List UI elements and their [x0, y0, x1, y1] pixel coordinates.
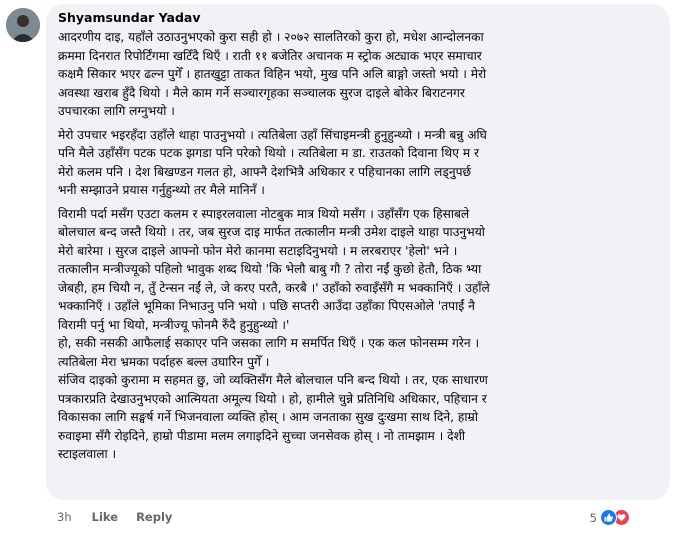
comment-text-line: हो, सकी नसकी आफैलाई सकाएर पनि जसका लागि म समर्पित थिएँ । एक कल फोनसम्म गरेन । [58, 336, 480, 350]
comment-text-line: विरामी पर्दा मसँग एउटा कलम र स्पाइरलवाला नोटबुक मात्र थियो मसँग । उहाँसँग एक हिसाबले [58, 206, 470, 221]
author-avatar[interactable] [6, 8, 40, 42]
like-button[interactable]: Like [91, 510, 119, 524]
comment-text-line: मेरो उपचार भइरहँदा उहाँले थाहा पाउनुभयो । त्यतिबेला उहाँ सिंचाइमन्त्री हुनुहुन्थ्यो । मन्त्री बन्नु अघि [58, 127, 487, 142]
comment-text-line: बोलचाल बन्द जस्तै थियो । तर, जब सुरज दाइ मार्फत तत्कालीन मन्त्री उमेश दाइले थाहा पाउनुभयो [58, 225, 485, 239]
comment-paragraph [58, 205, 658, 464]
comment-text-line: उपचारका लागि लग्नुभयो । [58, 104, 175, 118]
like-icon [600, 509, 617, 526]
comment-text-line: आदरणीय दाइ, यहाँले उठाउनुभएको कुरा सही हो । २०७२ सालतिरको कुरा हो, मधेश आन्दोलनका [58, 30, 484, 44]
comment-text-line: संजिव दाइको कुरामा म सहमत छु, जो व्यक्तिसँग मैले बोलचाल पनि बन्द थियो । तर, एक साधारण [58, 373, 488, 387]
comment-text-line: मेरो कलम पनि । देश बिखण्डन गलत हो, आफ्नै देशभित्रै अधिकार र पहिचानका लागि लड्नुपर्छ [58, 164, 472, 179]
comment-text [58, 28, 658, 464]
comment-author-name[interactable]: Shyamsundar Yadav [58, 10, 201, 25]
comment-text-line: पनि मैले उहाँसँग पटक पटक झगडा पनि परेको थियो । त्यतिबेला म डा. राउतको दिवाना थिए म र [58, 146, 479, 160]
comment-text-line: जेबही, हम चियौ न, तुँ टेन्सन नईं ले, जे करए परतै, करबै ।' उहाँको रुवाइँसँगै म भक्कानिएँ । उहाँले [58, 280, 490, 295]
comment-text-line: तत्कालीन मन्त्रीज्यूको पहिलो भावुक शब्द थियो 'कि भेलौ बाबु गौ ? तोरा नईं कुछो हेतौ, ठिक भ्या [58, 262, 482, 276]
comment-text-line: कक्षमै सिकार भएर ढल्न पुगेँ । हातखुट्टा ताकत विहिन भयो, मुख पनि अलि बाङ्गो जस्तो भयो । मेरो [58, 67, 487, 81]
comment-timestamp[interactable]: 3h [57, 510, 72, 524]
comment-text-line: रुवाइमा सँगै रोइदिने, हाम्रो पीडामा मलम लगाइदिने सुच्चा जनसेवक होस् । नो तामझाम । देशी [58, 428, 466, 443]
reply-button[interactable]: Reply [136, 510, 173, 524]
comment-text-line: विकासका लागि सङ्घर्ष गर्ने भिजनवाला व्यक्ति होस् । आम जनताका सुख दुःखमा साथ दिने, हाम्रो [58, 410, 478, 424]
reaction-summary[interactable] [590, 509, 630, 526]
comment-bubble [46, 4, 670, 500]
reaction-count: 5 [589, 510, 597, 525]
comment-text-line: अवस्था खराब हुँदै थियो । मैले काम गर्ने सञ्चारगृहका सञ्चालक सुरज दाइले बोकेर बिराटनगर [58, 85, 465, 100]
comment-text-line: विरामी पर्नु भा थियो, मन्त्रीज्यू फोनमै रुँदै हुनुहुन्थ्यो ।' [58, 317, 290, 332]
comment-text-line: पत्रकारप्रति देखाउनुभएको आत्मियता अमूल्य थियो । हो, हामीले चुन्ने प्रतिनिधि अधिकार, पहिचान र [58, 391, 487, 406]
comment-text-line: भक्कानिएँ । उहाँले भूमिका निभाउनु पनि भयो । पछि सप्तरी आउँदा उहाँका पिएसओले 'तपाईं नै [58, 299, 475, 313]
comment-text-line: स्टाइलवाला । [58, 447, 117, 461]
comment-text-line: त्यतिबेला मेरा भ्रमका पर्दाहरु बल्ल उघारिन पुगेँ । [58, 354, 270, 369]
comment-text-line: मेरो बारेमा । सुरज दाइले आफ्नो फोन मेरो कानमा सटाइदिनुभयो । म लरबराएर 'हेलो' भने । [58, 243, 458, 258]
comment-text-line: क्रममा दिनरात रिपोर्टिंगमा खटिँदै थिएँ । राती ११ बजेतिर अचानक म स्ट्रोक अट्याक भएर समाचार [58, 48, 482, 63]
comment-text-line: भनी सम्झाउने प्रयास गर्नुहुन्थ्यो तर मैले मानिनँ । [58, 183, 265, 197]
comment-paragraph [58, 126, 658, 200]
comment-actions [57, 510, 186, 524]
comment-paragraph [58, 28, 658, 121]
